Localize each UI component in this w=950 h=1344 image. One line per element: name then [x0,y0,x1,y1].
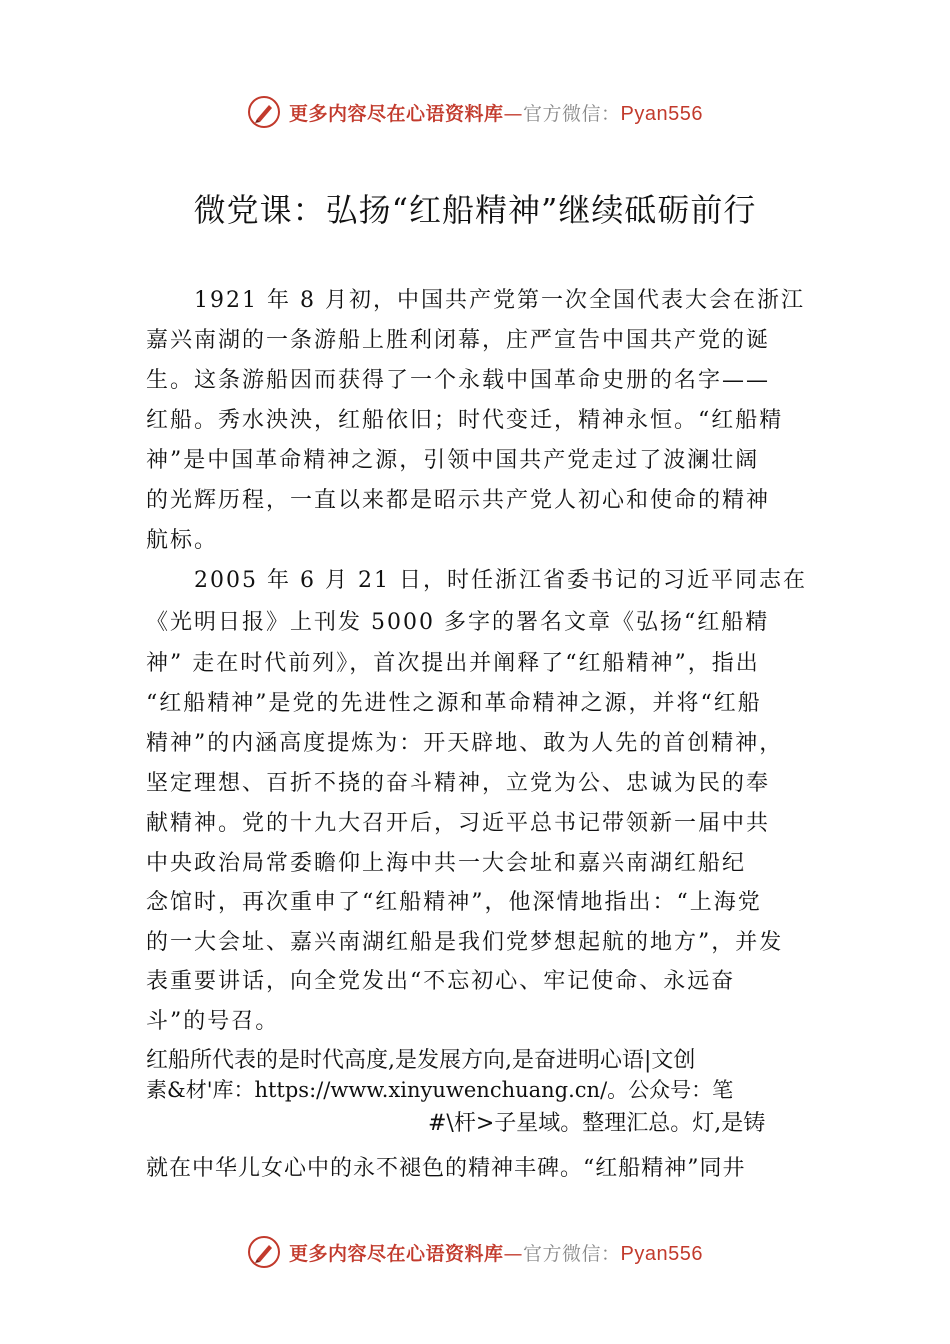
p2-line: 《光明日报》上刊发 5000 多字的署名文章《弘扬“红船精 [146,610,770,635]
p2-line: “红船精神”是党的先进性之源和革命精神之源，并将“红船 [146,691,762,716]
p1-line: 的光辉历程，一直以来都是昭示共产党人初心和使命的精神 [146,488,771,513]
footer-banner [0,1232,950,1272]
p2-line: 2005 年 6 月 21 日，时任浙江省委书记的习近平同志在 [194,568,807,593]
banner-wechat-id: Pyan556 [620,102,703,125]
p3-line: #\杆>子星域。整理汇总。灯,是铸 [428,1111,766,1136]
banner-text [289,1239,703,1266]
banner-red-text: 更多内容尽在心语资料库 [289,1242,504,1265]
banner-wechat-id: Pyan556 [620,1242,703,1265]
header-banner [0,92,950,132]
banner-text [289,99,703,126]
p2-line: 中央政治局常委瞻仰上海中共一大会址和嘉兴南湖红船纪 [146,851,747,876]
p1-line: 航标。 [146,528,219,553]
p2-line: 献精神。党的十九大召开后，习近平总书记带领新一届中共 [146,811,771,836]
p3-line: 素&材'库：https://www.xinyuwenchuang.cn/。公众号：笔 [146,1078,734,1102]
p3-line: 红船所代表的是时代高度,是发展方向,是奋进明心语|文创 [146,1048,696,1073]
p1-line: 嘉兴南湖的一条游船上胜利闭幕，庄严宣告中国共产党的诞 [146,328,771,353]
p2-line: 表重要讲话，向全党发出“不忘初心、牢记使命、永远奋 [146,969,736,994]
p1-line: 神”是中国革命精神之源，引领中国共产党走过了波澜壮阔 [146,448,760,473]
banner-separator: — [503,1242,524,1265]
p1-line: 生。这条游船因而获得了一个永载中国革命史册的名字—— [146,368,771,393]
p2-line: 的一大会址、嘉兴南湖红船是我们党梦想起航的地方”，并发 [146,930,784,955]
pen-nib-logo-icon [247,95,281,129]
pen-nib-logo-icon [247,1235,281,1269]
banner-red-text: 更多内容尽在心语资料库 [289,102,504,125]
page-title: 微党课：弘扬“红船精神”继续砥砺前行 [193,191,757,229]
p2-line: 神” 走在时代前列》，首次提出并阐释了“红船精神”，指出 [146,651,760,676]
p2-line: 坚定理想、百折不挠的奋斗精神，立党为公、忠诚为民的奉 [146,771,771,796]
p2-line: 斗”的号召。 [146,1009,280,1034]
banner-gray-text: 官方微信： [523,102,621,125]
p1-line: 红船。秀水泱泱，红船依旧；时代变迁，精神永恒。“红船精 [146,408,784,433]
p1-line: 1921 年 8 月初，中国共产党第一次全国代表大会在浙江 [194,288,805,313]
banner-gray-text: 官方微信： [523,1242,621,1265]
banner-separator: — [503,102,524,125]
p2-line: 念馆时，再次重申了“红船精神”，他深情地指出：“上海党 [146,890,762,915]
p2-line: 精神”的内涵高度提炼为：开天辟地、敢为人先的首创精神， [146,731,784,756]
p3-line: 就在中华儿女心中的永不褪色的精神丰碑。“红船精神”同井 [146,1156,746,1181]
